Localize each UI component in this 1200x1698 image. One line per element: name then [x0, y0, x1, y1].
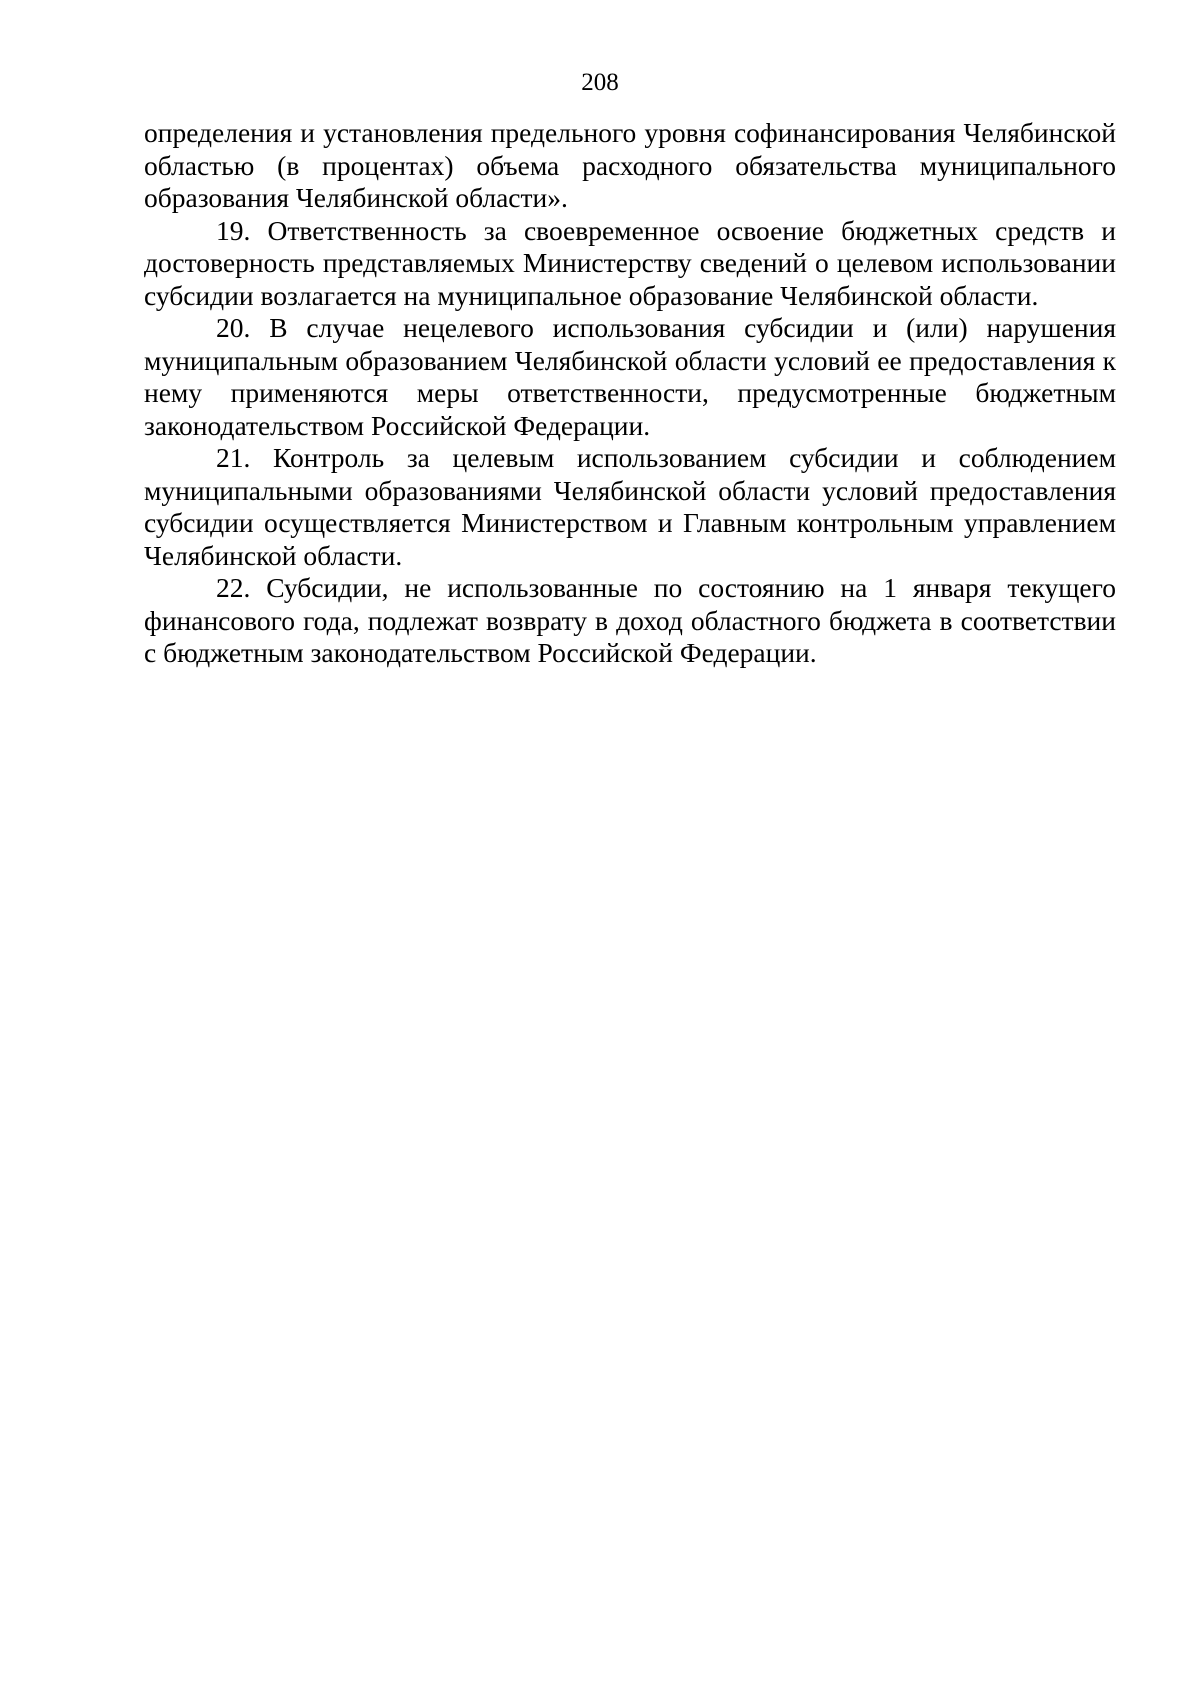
paragraph-continuation: определения и установления предельного уровня софинансирования Челябинской областью (в процентах) объема расходного обязательства муниципального образования Челябинской области». — [144, 117, 1116, 213]
paragraph-21: 21. Контроль за целевым использованием субсидии и соблюдением муниципальными образованиями Челябинской области условий предоставления субсидии осуществляется Министерством и Главным контрольным управлением Челябинской области. — [144, 442, 1116, 571]
paragraph-22: 22. Субсидии, не использованные по состоянию на 1 января текущего финансового года, подлежат возврату в доход областного бюджета в соответствии с бюджетным законодательством Российской Федерации. — [144, 572, 1116, 668]
document-body — [144, 117, 1116, 670]
paragraph-20: 20. В случае нецелевого использования субсидии и (или) нарушения муниципальным образованием Челябинской области условий ее предоставления к нему применяются меры ответственности, предусмотренные бюджетным законодательством Российской Федерации. — [144, 312, 1116, 441]
paragraph-19: 19. Ответственность за своевременное освоение бюджетных средств и достоверность представляемых Министерству сведений о целевом использовании субсидии возлагается на муниципальное образование Челябинской области. — [144, 214, 1116, 311]
page-number: 208 — [581, 69, 619, 96]
